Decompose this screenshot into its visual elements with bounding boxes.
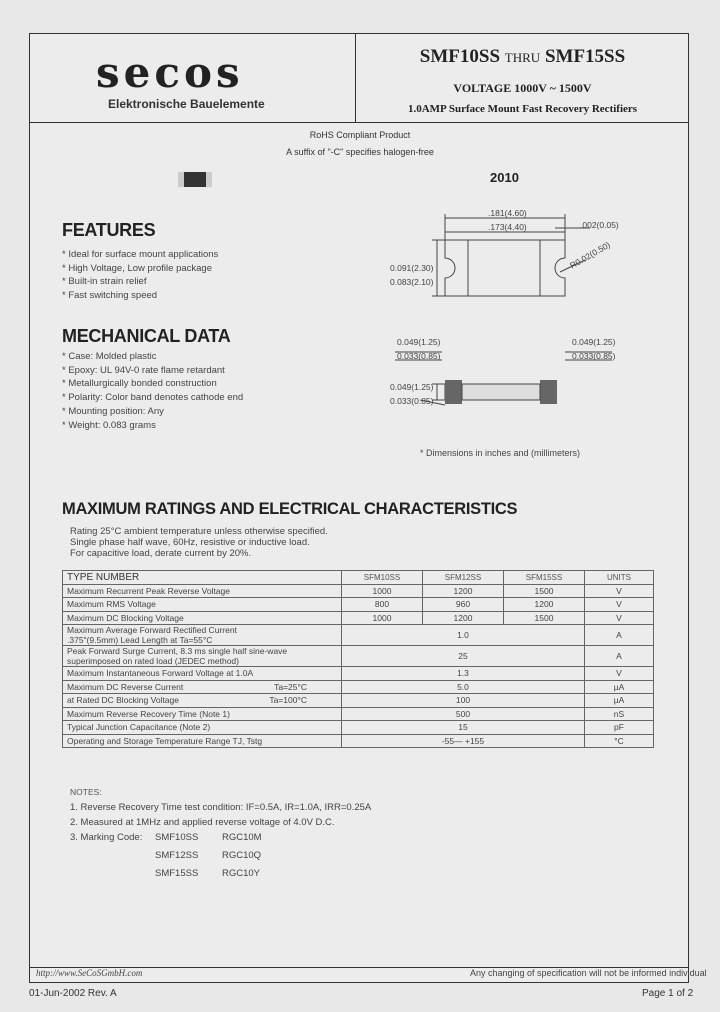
features-list bbox=[62, 248, 218, 303]
list-item: * Built-in strain relief bbox=[62, 276, 147, 288]
table-row bbox=[63, 667, 654, 681]
thru-label: THRU bbox=[504, 50, 541, 65]
cell-desc: Maximum Recurrent Peak Reverse Voltage bbox=[63, 584, 342, 598]
page-number: Page 1 of 2 bbox=[642, 988, 694, 999]
list-item: * Polarity: Color band denotes cathode end bbox=[62, 392, 244, 404]
table-row bbox=[63, 584, 654, 598]
rohs-line: RoHS Compliant Product bbox=[309, 130, 411, 140]
list-item: * High Voltage, Low profile package bbox=[62, 262, 212, 274]
table-row bbox=[63, 694, 654, 708]
halogen-note: A suffix of "-C" specifies halogen-free bbox=[286, 147, 434, 157]
cell-unit: A bbox=[585, 625, 654, 646]
product-subtitle: 1.0AMP Surface Mount Fast Recovery Rectifiers bbox=[407, 103, 638, 115]
dim-width-max: 0.091(2.30) bbox=[390, 263, 434, 273]
cell-value: 800 bbox=[342, 598, 423, 612]
cell-value: 960 bbox=[423, 598, 504, 612]
table-row bbox=[63, 707, 654, 721]
cell-desc bbox=[63, 680, 342, 694]
header-type-number: TYPE NUMBER bbox=[63, 571, 342, 585]
part-to: SMF15SS bbox=[544, 46, 626, 67]
cell-desc bbox=[63, 625, 342, 646]
note-1: 1. Reverse Recovery Time test condition: IF=0.5A, IR=1.0A, IRR=0.25A bbox=[70, 802, 372, 813]
cell-desc: Maximum Instantaneous Forward Voltage at 1.0A bbox=[63, 667, 342, 681]
cell-value: 1.0 bbox=[342, 625, 585, 646]
cell-condition: Ta=100°C bbox=[269, 695, 307, 706]
characteristics-table bbox=[62, 570, 654, 748]
cell-desc: Operating and Storage Temperature Range TJ, Tstg bbox=[63, 734, 342, 748]
marking-code: RGC10Y bbox=[222, 868, 261, 879]
logo: secos bbox=[96, 48, 244, 97]
cell-unit: °C bbox=[585, 734, 654, 748]
dim-lead-left-min: 0.033(0.85) bbox=[397, 351, 441, 361]
list-item: * Case: Molded plastic bbox=[62, 351, 157, 362]
marking-part: SMF10SS bbox=[155, 832, 199, 843]
cell-desc-text: at Rated DC Blocking Voltage bbox=[67, 695, 179, 706]
cell-unit: µA bbox=[585, 694, 654, 708]
dim-height-min: 0.033(0.85) bbox=[390, 396, 434, 406]
cell-value: 1.3 bbox=[342, 667, 585, 681]
table-row bbox=[63, 598, 654, 612]
mechanical-heading: MECHANICAL DATA bbox=[62, 326, 231, 346]
cell-desc bbox=[63, 646, 342, 667]
rating-conditions bbox=[70, 526, 328, 559]
dim-lead-right-max: 0.049(1.25) bbox=[572, 337, 616, 347]
table-row bbox=[63, 625, 654, 646]
cell-value: 15 bbox=[342, 721, 585, 735]
cell-value: 500 bbox=[342, 707, 585, 721]
dim-height-max: 0.049(1.25) bbox=[390, 382, 434, 392]
cell-desc: Maximum DC Blocking Voltage bbox=[63, 611, 342, 625]
list-item: * Fast switching speed bbox=[62, 290, 158, 302]
header-col-2: SFM12SS bbox=[423, 571, 504, 585]
table-row bbox=[63, 611, 654, 625]
cell-value: -55— +155 bbox=[342, 734, 585, 748]
table-row bbox=[63, 734, 654, 748]
list-item: * Mounting position: Any bbox=[62, 405, 164, 417]
table-row bbox=[63, 721, 654, 735]
cell-desc-line: .375"(9.5mm) Lead Length at Ta=55°C bbox=[67, 635, 213, 645]
cell-unit: pF bbox=[585, 721, 654, 735]
cell-value: 1500 bbox=[504, 584, 585, 598]
cell-desc: Maximum RMS Voltage bbox=[63, 598, 342, 612]
dim-lead-right-min: 0.033(0.85) bbox=[572, 351, 616, 361]
dim-width-min: 0.083(2.10) bbox=[390, 277, 434, 287]
note-2: 2. Measured at 1MHz and applied reverse voltage of 4.0V D.C. bbox=[70, 817, 335, 828]
features-heading: FEATURES bbox=[62, 220, 156, 240]
disclaimer: Any changing of specification will not be informed individual bbox=[470, 968, 707, 978]
cell-desc-line: Peak Forward Surge Current, 8.3 ms single half sine-wave bbox=[67, 646, 288, 656]
revision-date: 01-Jun-2002 Rev. A bbox=[29, 988, 117, 999]
dim-offset: .002(0.05) bbox=[580, 220, 619, 230]
cell-value: 1200 bbox=[423, 611, 504, 625]
cell-unit: V bbox=[585, 598, 654, 612]
part-from: SMF10SS bbox=[419, 46, 501, 67]
cell-condition: Ta=25°C bbox=[274, 681, 307, 692]
cell-value: 1200 bbox=[504, 598, 585, 612]
cell-desc-text: Maximum DC Reverse Current bbox=[67, 681, 184, 692]
dimensions-note: * Dimensions in inches and (millimeters) bbox=[420, 448, 581, 458]
dim-length-max: .181(4.60) bbox=[488, 208, 527, 218]
rating-line: Rating 25°C ambient temperature unless otherwise specified. bbox=[70, 526, 328, 537]
cell-unit: V bbox=[585, 584, 654, 598]
part-title bbox=[356, 46, 689, 68]
package-label: 2010 bbox=[490, 170, 519, 185]
marking-part: SMF12SS bbox=[155, 850, 199, 861]
cell-value: 1200 bbox=[423, 584, 504, 598]
header-col-3: SFM15SS bbox=[504, 571, 585, 585]
cell-value: 1500 bbox=[504, 611, 585, 625]
cell-desc bbox=[63, 694, 342, 708]
marking-code: RGC10Q bbox=[222, 850, 262, 861]
chip-image bbox=[178, 172, 212, 187]
list-item: * Epoxy: UL 94V-0 rate flame retardant bbox=[62, 364, 225, 376]
company-name: Elektronische Bauelemente bbox=[108, 97, 265, 111]
header-units: UNITS bbox=[585, 571, 654, 585]
cell-unit: µA bbox=[585, 680, 654, 694]
cell-value: 25 bbox=[342, 646, 585, 667]
cell-value: 1000 bbox=[342, 584, 423, 598]
cell-unit: nS bbox=[585, 707, 654, 721]
rating-line: Single phase half wave, 60Hz, resistive or inductive load. bbox=[70, 537, 310, 548]
table-row bbox=[63, 680, 654, 694]
cell-unit: V bbox=[585, 611, 654, 625]
list-item: * Ideal for surface mount applications bbox=[62, 249, 219, 260]
cell-desc-line: Maximum Average Forward Rectified Current bbox=[67, 625, 237, 635]
notes-label: NOTES: bbox=[70, 787, 102, 797]
cell-desc: Maximum Reverse Recovery Time (Note 1) bbox=[63, 707, 342, 721]
dim-lead-left-max: 0.049(1.25) bbox=[397, 337, 441, 347]
mechanical-list bbox=[62, 350, 243, 432]
ratings-heading: MAXIMUM RATINGS AND ELECTRICAL CHARACTERISTICS bbox=[62, 500, 518, 518]
note-3: 3. Marking Code: bbox=[70, 832, 143, 843]
rating-line: For capacitive load, derate current by 20%. bbox=[70, 548, 252, 559]
cell-desc: Typical Junction Capacitance (Note 2) bbox=[63, 721, 342, 735]
table-header bbox=[63, 571, 654, 585]
cell-value: 100 bbox=[342, 694, 585, 708]
marking-code: RGC10M bbox=[222, 832, 262, 843]
cell-unit: A bbox=[585, 646, 654, 667]
marking-part: SMF15SS bbox=[155, 868, 199, 879]
table-row bbox=[63, 646, 654, 667]
list-item: * Weight: 0.083 grams bbox=[62, 419, 156, 431]
dim-radius: R0.02(0.50) bbox=[568, 239, 612, 271]
voltage-range: VOLTAGE 1000V ~ 1500V bbox=[453, 81, 592, 95]
cell-value: 5.0 bbox=[342, 680, 585, 694]
dim-length-min: .173(4.40) bbox=[488, 222, 527, 232]
cell-unit: V bbox=[585, 667, 654, 681]
header-col-1: SFM10SS bbox=[342, 571, 423, 585]
website-link[interactable]: http://www.SeCoSGmbH.com bbox=[36, 968, 143, 978]
list-item: * Metallurgically bonded construction bbox=[62, 378, 217, 390]
cell-desc-line: superimposed on rated load (JEDEC method) bbox=[67, 656, 239, 666]
cell-value: 1000 bbox=[342, 611, 423, 625]
